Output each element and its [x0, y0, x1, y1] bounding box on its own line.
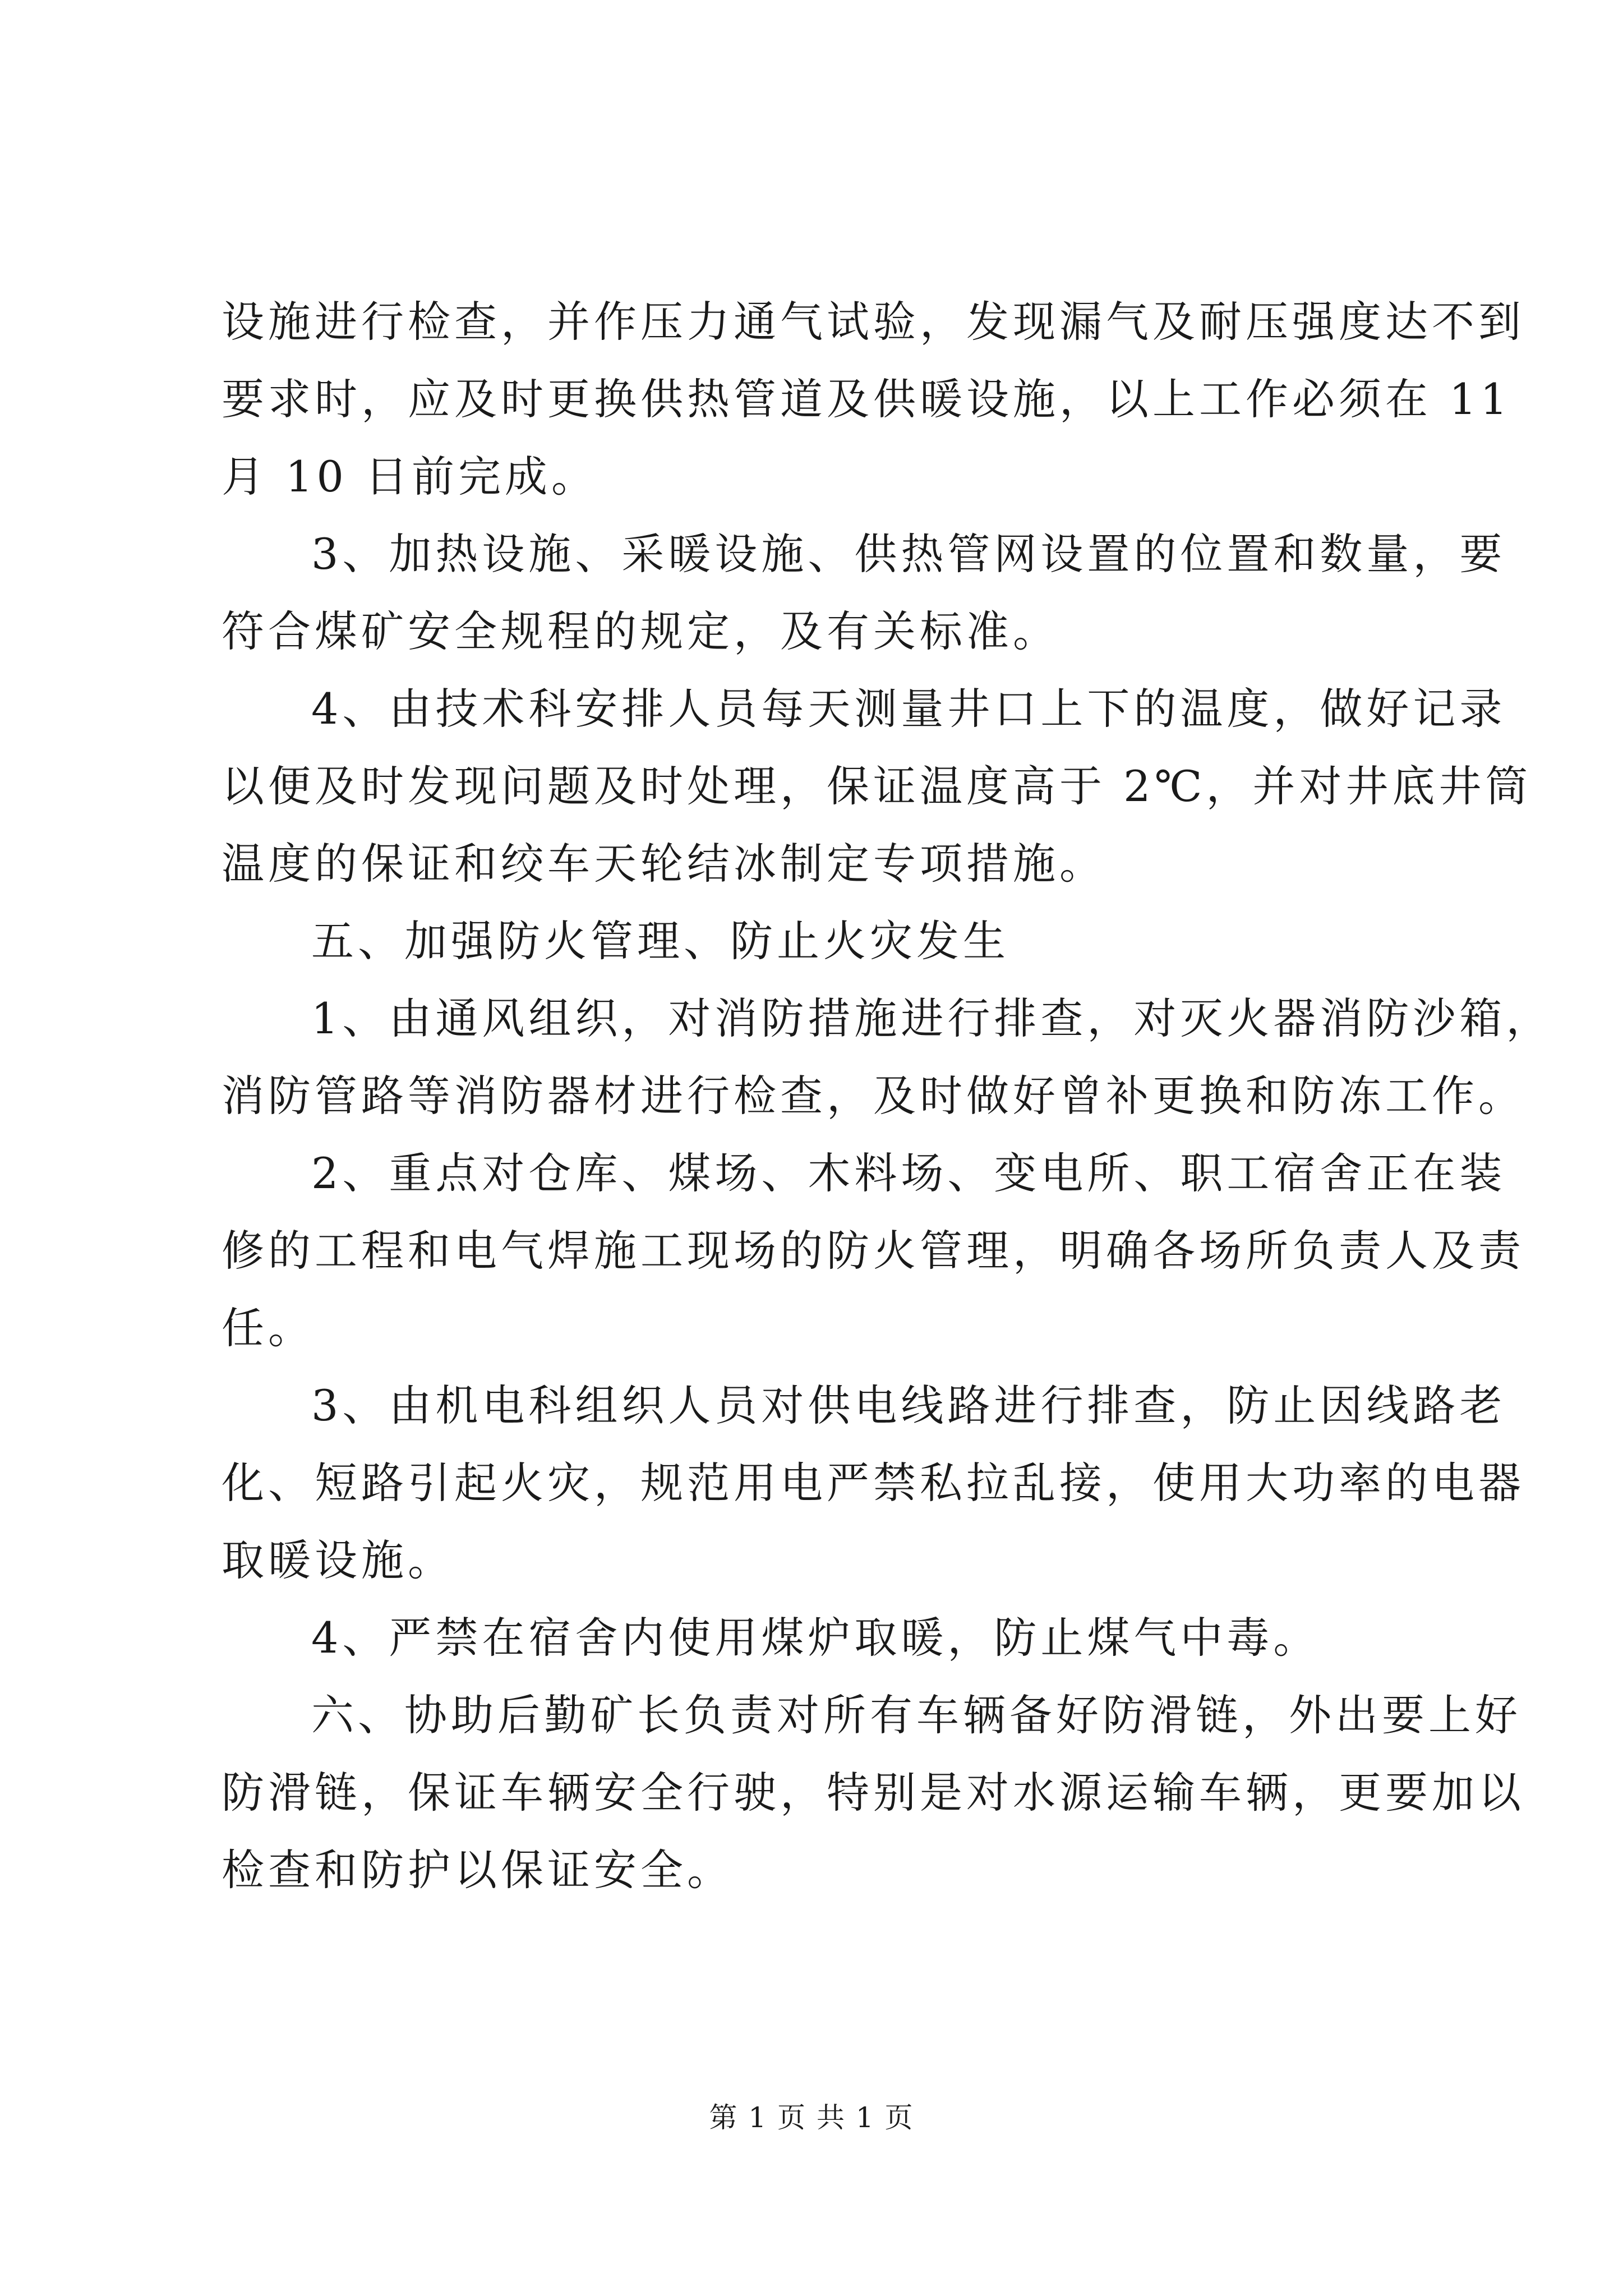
- text-line: 以便及时发现问题及时处理，保证温度高于 2℃，并对井底井筒: [222, 761, 1532, 811]
- text-line: 取暖设施。: [222, 1535, 454, 1585]
- text-line: 2、重点对仓库、煤场、木料场、变电所、职工宿舍正在装: [311, 1148, 1506, 1198]
- text-line: 3、由机电科组织人员对供电线路进行排查，防止因线路老: [311, 1381, 1506, 1430]
- text-line: 符合煤矿安全规程的规定，及有关标准。: [222, 606, 1059, 656]
- text-line: 4、严禁在宿舍内使用煤炉取暖，防止煤气中毒。: [311, 1613, 1320, 1663]
- page-footer: [0, 2101, 1623, 2134]
- document-body: [222, 283, 1553, 1909]
- text-line: 1、由通风组织，对消防措施进行排查，对灭火器消防沙箱，: [311, 993, 1553, 1043]
- section-heading: 六、协助后勤矿长负责对所有车辆备好防滑链，外出要上好: [311, 1690, 1521, 1740]
- text-line: 4、由技术科安排人员每天测量井口上下的温度，做好记录: [311, 684, 1506, 734]
- text-line: 温度的保证和绞车天轮结冰制定专项措施。: [222, 839, 1106, 889]
- text-line: 化、短路引起火灾，规范用电严禁私拉乱接，使用大功率的电器: [222, 1458, 1525, 1508]
- text-line: 修的工程和电气焊施工现场的防火管理，明确各场所负责人及责: [222, 1226, 1525, 1276]
- text-line: 消防管路等消防器材进行检查，及时做好曾补更换和防冻工作。: [222, 1071, 1525, 1121]
- section-heading: 五、加强防火管理、防止火灾发生: [311, 916, 1009, 966]
- text-line: 防滑链，保证车辆安全行驶，特别是对水源运输车辆，更要加以: [222, 1768, 1525, 1818]
- text-line: 检查和防护以保证安全。: [222, 1845, 734, 1895]
- text-line: 设施进行检查，并作压力通气试验，发现漏气及耐压强度达不到: [222, 297, 1525, 347]
- text-line: 3、加热设施、采暖设施、供热管网设置的位置和数量，要: [311, 529, 1506, 579]
- text-line: 月 10 日前完成。: [222, 452, 598, 501]
- text-line: 任。: [222, 1303, 315, 1353]
- text-line: 要求时，应及时更换供热管道及供暖设施，以上工作必须在 11: [222, 374, 1511, 424]
- page-number-label: 第 1 页 共 1 页: [709, 2101, 914, 2134]
